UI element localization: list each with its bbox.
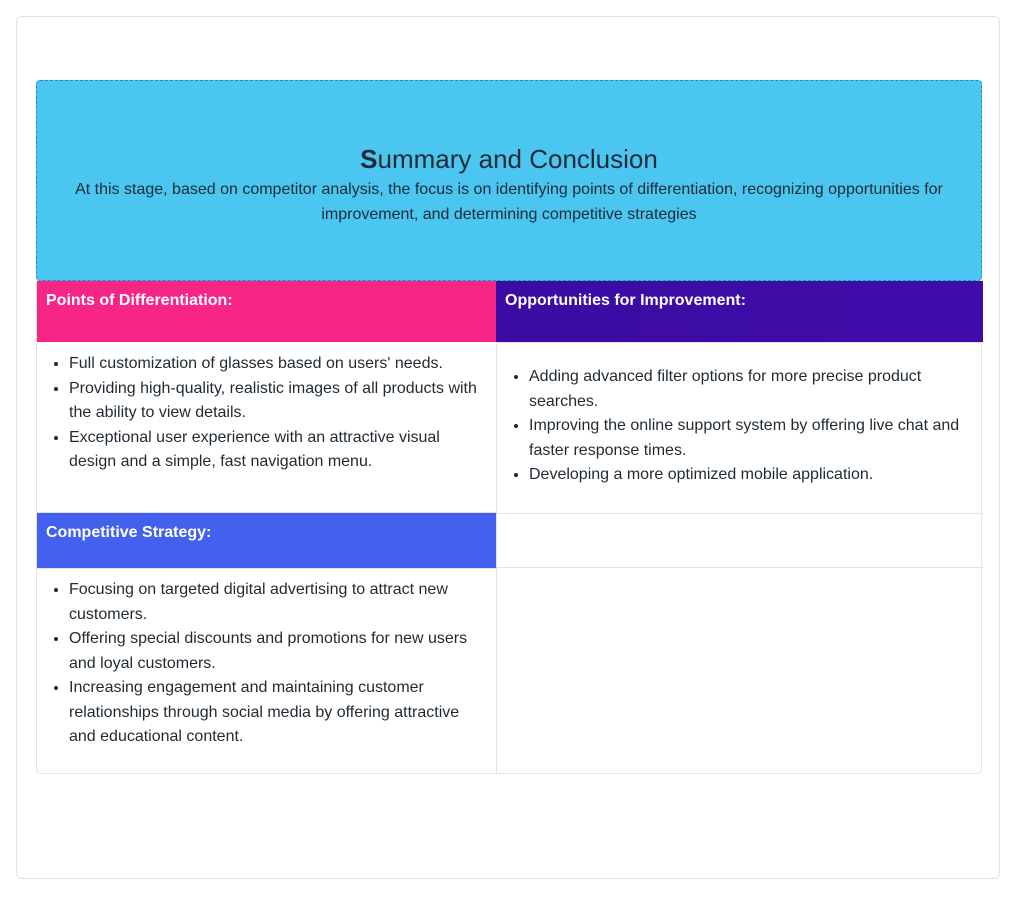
summary-intro: At this stage, based on competitor analysis, the focus is on identifying points of differentiation, recognizing opportunities for improvement, and determining competitive strategies [75, 181, 943, 223]
improvement-cell [496, 342, 983, 513]
list-item: • Adding advanced filter options for more precise product searches. [529, 365, 975, 414]
list-item: • Improving the online support system by offering live chat and faster response times. [529, 414, 975, 463]
list-item: • Developing a more optimized mobile application. [529, 463, 975, 488]
list-item: • Increasing engagement and maintaining customer relationships through social media by offering attractive and educational content. [69, 676, 488, 750]
improvement-list [497, 365, 983, 488]
list-item: • Providing high-quality, realistic images of all products with the ability to view details. [69, 377, 488, 426]
list-item: • Offering special discounts and promotions for new users and loyal customers. [69, 627, 488, 676]
list-item: • Full customization of glasses based on users' needs. [69, 352, 488, 377]
differentiation-list [37, 352, 496, 475]
summary-table [36, 281, 982, 774]
summary-title-rest: ummary and Conclusion [377, 144, 658, 174]
summary-title-initial: S [360, 144, 378, 174]
empty-body-cell [496, 568, 983, 774]
empty-heading-cell [496, 513, 983, 568]
strategy-cell [37, 568, 496, 774]
summary-title [37, 143, 981, 175]
strategy-heading: Competitive Strategy: [37, 513, 496, 568]
list-item: • Exceptional user experience with an attractive visual design and a simple, fast navigation menu. [69, 426, 488, 475]
differentiation-cell [37, 342, 496, 513]
list-item: • Focusing on targeted digital advertising to attract new customers. [69, 578, 488, 627]
strategy-list [37, 578, 496, 750]
improvement-heading: Opportunities for Improvement: [496, 281, 983, 342]
differentiation-heading: Points of Differentiation: [37, 281, 496, 342]
summary-banner [36, 80, 982, 281]
